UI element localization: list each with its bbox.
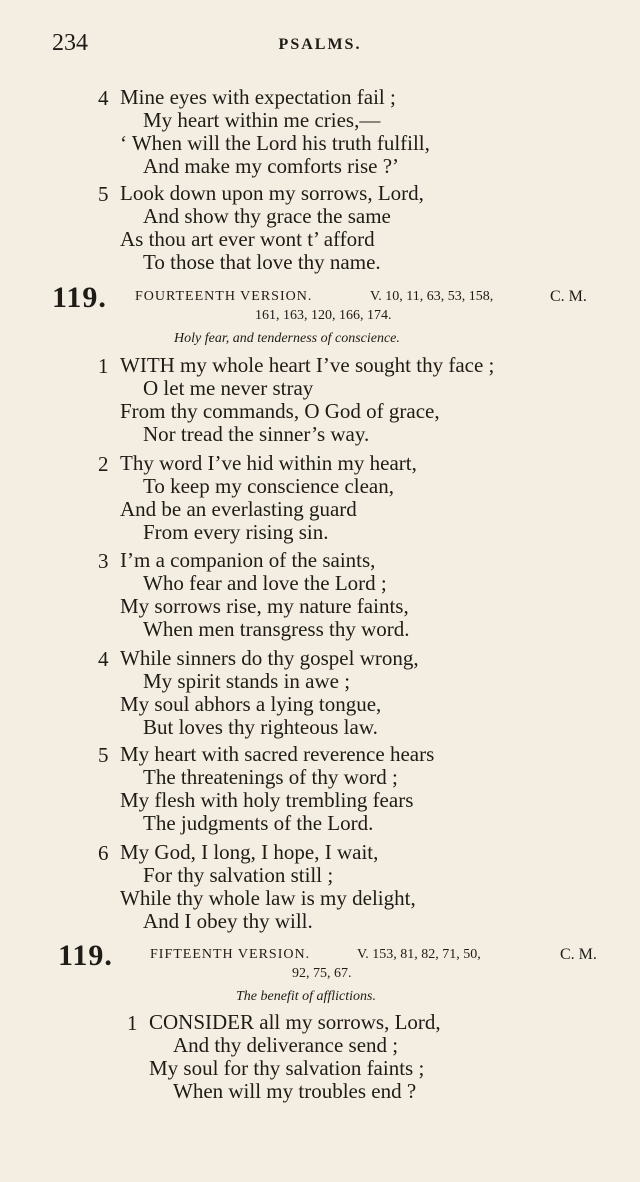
verse-line: To those that love thy name. xyxy=(143,250,381,274)
verse-line: The threatenings of thy word ; xyxy=(143,765,398,789)
verse-line: For thy salvation still ; xyxy=(143,863,334,887)
verse-references: V. 10, 11, 63, 53, 158, xyxy=(370,289,494,304)
verse-line: Mine eyes with expectation fail ; xyxy=(120,85,396,109)
running-title: PSALMS. xyxy=(278,36,362,53)
verse-line: But loves thy righteous law. xyxy=(143,715,378,739)
verse-line: My soul abhors a lying tongue, xyxy=(120,692,382,716)
stanza-number: 5 xyxy=(98,743,109,767)
verse-line: CONSIDER all my sorrows, Lord, xyxy=(149,1010,441,1034)
verse-line: My spirit stands in awe ; xyxy=(143,669,351,693)
verse-line: And be an everlasting guard xyxy=(120,497,357,521)
verse-line: From thy commands, O God of grace, xyxy=(120,399,440,423)
page-header xyxy=(52,30,588,66)
verse-references: V. 153, 81, 82, 71, 50, xyxy=(357,947,481,962)
stanza-number: 6 xyxy=(98,841,109,865)
stanza-number: 4 xyxy=(98,86,109,110)
stanza-number: 1 xyxy=(98,354,109,378)
verse-line: Who fear and love the Lord ; xyxy=(143,571,387,595)
verse-line: And I obey thy will. xyxy=(143,909,313,933)
verse-line: Look down upon my sorrows, Lord, xyxy=(120,181,424,205)
verse-line: My soul for thy salvation faints ; xyxy=(149,1056,425,1080)
verse-line: The judgments of the Lord. xyxy=(143,811,374,835)
page-number: 234 xyxy=(52,30,88,56)
verse-line: From every rising sin. xyxy=(143,520,329,544)
verse-line: WITH my whole heart I’ve sought thy face ; xyxy=(120,353,495,377)
stanza-number: 4 xyxy=(98,647,109,671)
verse-line: I’m a companion of the saints, xyxy=(120,548,376,572)
verse-line: O let me never stray xyxy=(143,376,314,400)
verse-line: While thy whole law is my delight, xyxy=(120,886,416,910)
verse-references-continued: 161, 163, 120, 166, 174. xyxy=(255,308,392,323)
meter: C. M. xyxy=(560,946,597,963)
verse-line: And thy deliverance send ; xyxy=(173,1033,399,1057)
verse-line: My sorrows rise, my nature faints, xyxy=(120,594,409,618)
verse-line: Thy word I’ve hid within my heart, xyxy=(120,451,417,475)
verse-line: When men transgress thy word. xyxy=(143,617,410,641)
stanza-number: 2 xyxy=(98,452,109,476)
verse-line: My flesh with holy trembling fears xyxy=(120,788,414,812)
hymn-subject: The benefit of afflictions. xyxy=(236,989,376,1004)
stanza-number: 1 xyxy=(127,1011,138,1035)
stanza-number: 3 xyxy=(98,549,109,573)
verse-line: As thou art ever wont t’ afford xyxy=(120,227,375,251)
verse-line: To keep my conscience clean, xyxy=(143,474,394,498)
verse-line: When will my troubles end ? xyxy=(173,1079,417,1103)
version-title: FOURTEENTH VERSION. xyxy=(135,289,313,304)
verse-line: And make my comforts rise ?’ xyxy=(143,154,400,178)
hymn-number: 119. xyxy=(58,939,113,972)
verse-line: Nor tread the sinner’s way. xyxy=(143,422,370,446)
hymn-number: 119. xyxy=(52,281,107,314)
version-title: FIFTEENTH VERSION. xyxy=(150,947,311,962)
verse-line: While sinners do thy gospel wrong, xyxy=(120,646,419,670)
meter: C. M. xyxy=(550,288,587,305)
hymn-subject: Holy fear, and tenderness of conscience. xyxy=(174,331,400,346)
stanza-number: 5 xyxy=(98,182,109,206)
verse-references-continued: 92, 75, 67. xyxy=(292,966,352,981)
verse-line: And show thy grace the same xyxy=(143,204,391,228)
verse-line: My heart with sacred reverence hears xyxy=(120,742,435,766)
verse-line: ‘ When will the Lord his truth fulfill, xyxy=(120,131,430,155)
verse-line: My heart within me cries,— xyxy=(143,108,381,132)
verse-line: My God, I long, I hope, I wait, xyxy=(120,840,379,864)
